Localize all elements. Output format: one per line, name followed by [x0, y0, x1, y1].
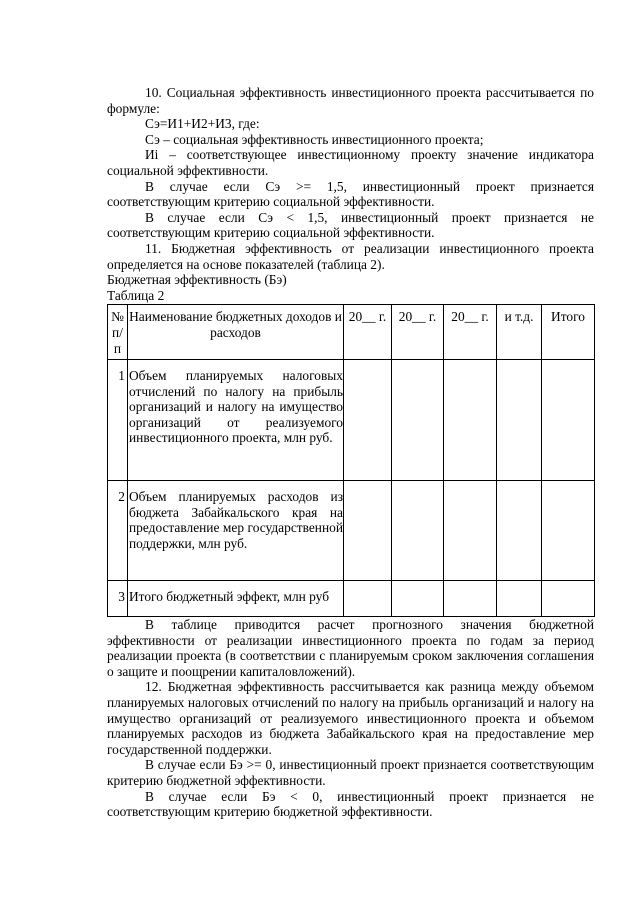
- table-caption: Бюджетная эффективность (Бэ): [107, 272, 287, 288]
- formula-social-efficiency: Сэ=И1+И2+И3, где:: [145, 116, 260, 132]
- header-total: Итого: [542, 305, 595, 360]
- condition-be-greater-equal: В случае если Бэ >= 0, инвестиционный проект признается соответствующим критерию бюджетной эффективности.: [107, 757, 594, 789]
- table-cell: [497, 360, 542, 481]
- table-cell: [344, 581, 392, 617]
- condition-se-greater-equal: В случае если Сэ >= 1,5, инвестиционный проект признается соответствующим критерию социальной эффективности.: [107, 178, 594, 210]
- table-cell: [444, 581, 497, 617]
- document-body: [107, 85, 594, 820]
- table-cell: [542, 481, 595, 581]
- table-cell: [444, 360, 497, 481]
- row-number: 2: [108, 481, 128, 581]
- row-number: 1: [108, 360, 128, 481]
- condition-se-less: В случае если Сэ < 1,5, инвестиционный проект признается не соответствующим критерию социальной эффективности.: [107, 209, 594, 241]
- row-number: 3: [108, 581, 128, 617]
- table-cell: [444, 481, 497, 581]
- header-num: № п/п: [108, 305, 128, 360]
- table-cell: [344, 481, 392, 581]
- table-cell: [392, 481, 444, 581]
- row-name: Итого бюджетный эффект, млн руб: [128, 581, 344, 617]
- table-row: [108, 581, 595, 617]
- condition-be-less: В случае если Бэ < 0, инвестиционный проект признается не соответствующим критерию бюджетной эффективности.: [107, 788, 594, 820]
- table-cell: [542, 581, 595, 617]
- paragraph-11: 11. Бюджетная эффективность от реализации инвестиционного проекта определяется на основе показателей (таблица 2).: [107, 240, 594, 272]
- header-year-3: 20__ г.: [444, 305, 497, 360]
- table-header-row: [108, 305, 595, 360]
- table-label: Таблица 2: [107, 287, 165, 303]
- definition-se: Сэ – социальная эффективность инвестиционного проекта;: [145, 131, 484, 147]
- row-name: Объем планируемых налоговых отчислений по налогу на прибыль организаций и налогу на имущество организаций от реализуемого инвестиционного проекта, млн руб.: [128, 360, 344, 481]
- table-cell: [392, 581, 444, 617]
- table-row: [108, 360, 595, 481]
- definition-ii: Иi – соответствующее инвестиционному проекту значение индикатора социальной эффективности.: [107, 147, 594, 178]
- row-name: Объем планируемых расходов из бюджета Забайкальского края на предоставление мер государственной поддержки, млн руб.: [128, 481, 344, 581]
- table-cell: [497, 481, 542, 581]
- paragraph-12: 12. Бюджетная эффективность рассчитывается как разница между объемом планируемых налоговых отчислений по налогу на прибыль организаций и налогу на имущество организаций от реализуемого инвестиционного проекта и объемом планируемых расходов из бюджета Забайкальского края на предоставление мер государственной поддержки.: [107, 679, 594, 757]
- table-note: В таблице приводится расчет прогнозного значения бюджетной эффективности от реализации инвестиционного проекта по годам за период реализации проекта (в соответствии с планируемым сроком заключения соглашения о защите и поощрении капиталовложений).: [107, 617, 594, 679]
- table-row: [108, 481, 595, 581]
- header-name: Наименование бюджетных доходов и расходов: [128, 305, 344, 360]
- paragraph-10: 10. Социальная эффективность инвестиционного проекта рассчитывается по формуле:: [107, 85, 594, 116]
- header-year-1: 20__ г.: [344, 305, 392, 360]
- table-cell: [542, 360, 595, 481]
- header-etc: и т.д.: [497, 305, 542, 360]
- header-year-2: 20__ г.: [392, 305, 444, 360]
- table-cell: [497, 581, 542, 617]
- table-cell: [344, 360, 392, 481]
- table-cell: [392, 360, 444, 481]
- budget-efficiency-table: [107, 304, 595, 617]
